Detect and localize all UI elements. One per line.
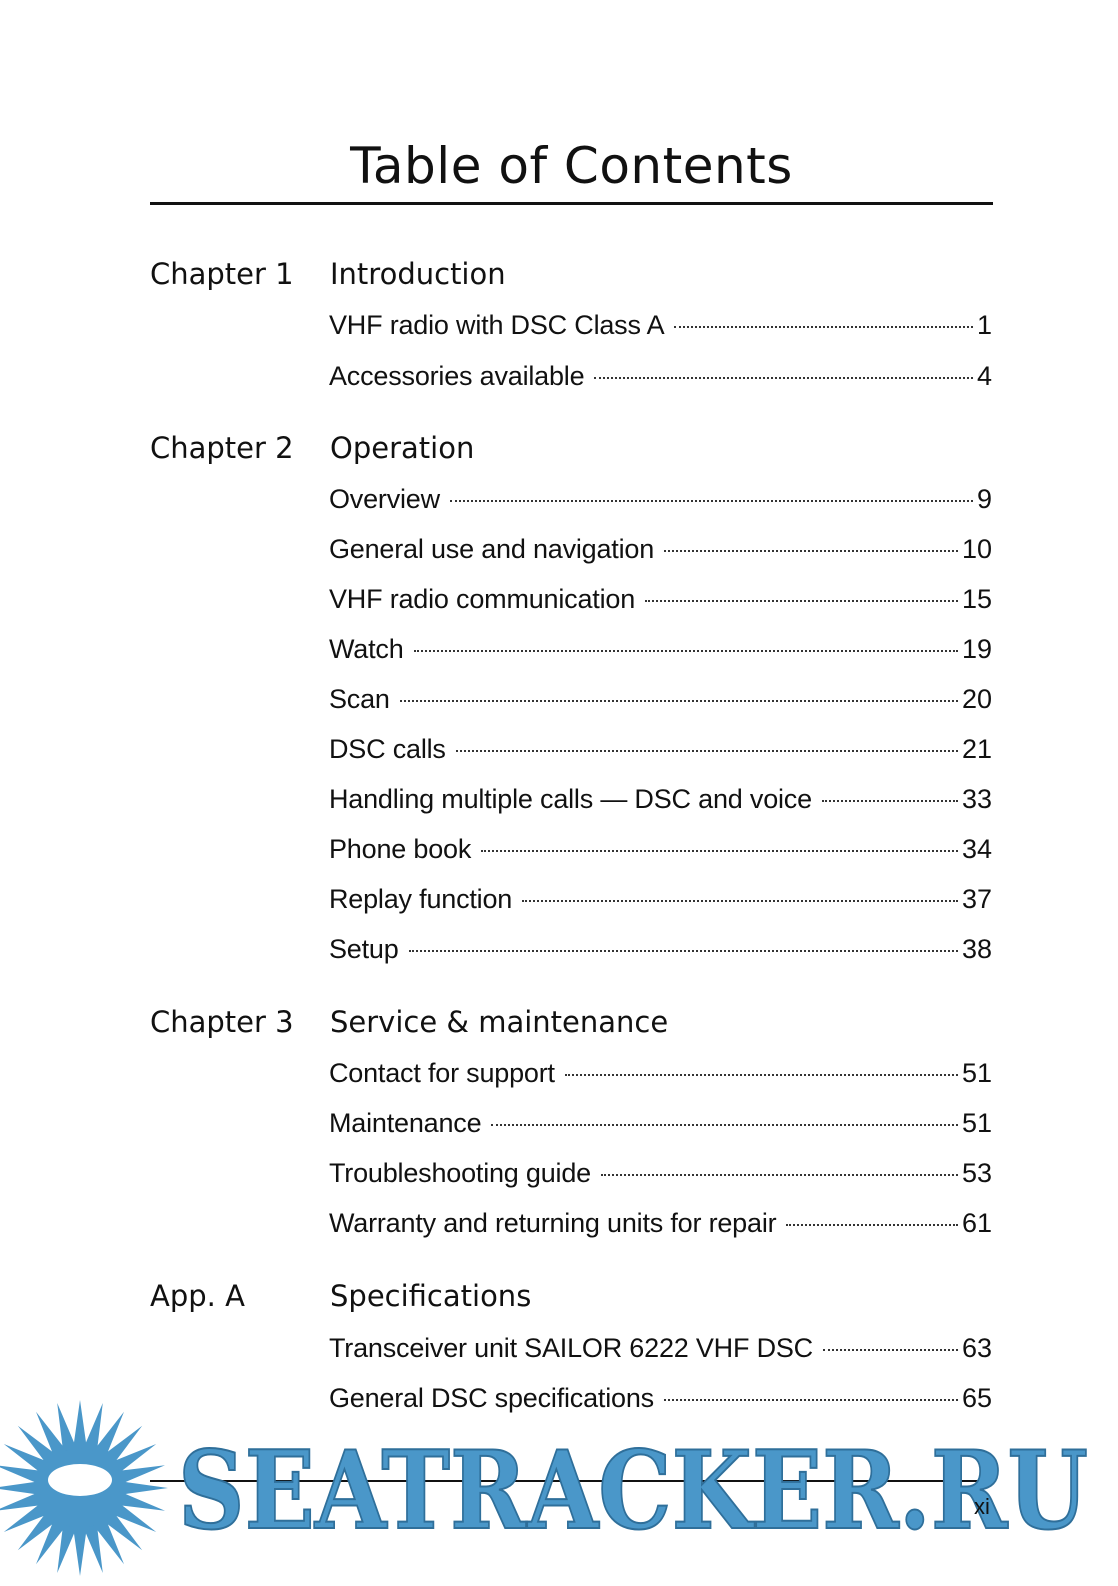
page-title: Table of Contents — [350, 137, 793, 195]
dot-leader — [822, 800, 958, 802]
toc-entry-title: Replay function — [329, 884, 513, 914]
toc-entry[interactable] — [329, 1156, 992, 1190]
toc-entry[interactable] — [329, 832, 992, 866]
dot-leader — [594, 377, 973, 379]
toc-entry[interactable] — [329, 1331, 992, 1365]
toc-entry[interactable] — [329, 782, 992, 816]
toc-entry-page: 1 — [976, 310, 992, 340]
chapter-heading: Operation — [330, 431, 475, 465]
toc-entry-page: 21 — [961, 734, 992, 764]
toc-entry[interactable] — [329, 932, 992, 966]
dot-leader — [601, 1174, 958, 1176]
dot-leader — [786, 1224, 958, 1226]
toc-entry-title: Watch — [329, 634, 404, 664]
toc-entry-title: Contact for support — [329, 1058, 555, 1088]
toc-entry-page: 37 — [961, 884, 992, 914]
toc-entry[interactable] — [329, 1206, 992, 1240]
chapter-heading: Introduction — [330, 257, 506, 291]
dot-leader — [409, 950, 958, 952]
toc-entry-page: 10 — [961, 534, 992, 564]
toc-entry-title: General DSC specifications — [329, 1383, 654, 1413]
toc-entry[interactable] — [329, 632, 992, 666]
page-number: xi — [974, 1494, 990, 1519]
toc-entry[interactable] — [329, 482, 992, 516]
toc-entry-title: Troubleshooting guide — [329, 1158, 591, 1188]
toc-entry[interactable] — [329, 682, 992, 716]
dot-leader — [565, 1074, 958, 1076]
toc-entry[interactable] — [329, 1381, 992, 1415]
chapter-label: Chapter 1 — [150, 257, 294, 291]
toc-entry[interactable] — [329, 882, 992, 916]
toc-entry-title: VHF radio communication — [329, 584, 636, 614]
toc-entry[interactable] — [329, 359, 992, 393]
toc-entry-title: Warranty and returning units for repair — [329, 1208, 777, 1238]
chapter-heading: Specifications — [330, 1279, 532, 1313]
toc-entry-page: 51 — [961, 1058, 992, 1088]
toc-entry-title: Accessories available — [329, 361, 585, 391]
toc-entry-title: Phone book — [329, 834, 472, 864]
dot-leader — [491, 1124, 958, 1126]
toc-entry-page: 34 — [961, 834, 992, 864]
toc-entry[interactable] — [329, 308, 992, 342]
toc-entry-title: Handling multiple calls — DSC and voice — [329, 784, 812, 814]
toc-entry[interactable] — [329, 732, 992, 766]
chapter-heading: Service & maintenance — [330, 1005, 669, 1039]
toc-entry-page: 33 — [961, 784, 992, 814]
dot-leader — [450, 500, 973, 502]
toc-entry-title: Overview — [329, 484, 440, 514]
toc-entry-page: 15 — [961, 584, 992, 614]
title-divider — [150, 202, 993, 205]
dot-leader — [400, 700, 958, 702]
dot-leader — [522, 900, 958, 902]
watermark-text: SEATRACKER.RU — [178, 1428, 1088, 1554]
toc-entry-title: Setup — [329, 934, 399, 964]
toc-entry-page: 61 — [961, 1208, 992, 1238]
toc-entry-page: 19 — [961, 634, 992, 664]
toc-entry-title: Maintenance — [329, 1108, 482, 1138]
toc-entry-title: General use and navigation — [329, 534, 655, 564]
toc-entry-page: 38 — [961, 934, 992, 964]
toc-entry[interactable] — [329, 1106, 992, 1140]
toc-entry-page: 65 — [961, 1383, 992, 1413]
toc-entry-page: 63 — [961, 1333, 992, 1363]
toc-entry-title: VHF radio with DSC Class A — [329, 310, 665, 340]
dot-leader — [481, 850, 958, 852]
toc-entry-page: 20 — [961, 684, 992, 714]
toc-entry-page: 53 — [961, 1158, 992, 1188]
chapter-label: App. A — [150, 1279, 245, 1313]
dot-leader — [645, 600, 958, 602]
toc-entry-title: Scan — [329, 684, 390, 714]
toc-entry[interactable] — [329, 582, 992, 616]
toc-entry[interactable] — [329, 532, 992, 566]
toc-entry-title: Transceiver unit SAILOR 6222 VHF DSC — [329, 1333, 813, 1363]
toc-entry[interactable] — [329, 1056, 992, 1090]
toc-entry-page: 51 — [961, 1108, 992, 1138]
chapter-label: Chapter 3 — [150, 1005, 294, 1039]
watermark — [0, 1400, 1118, 1586]
dot-leader — [414, 650, 958, 652]
dot-leader — [664, 550, 958, 552]
sun-icon — [0, 1400, 168, 1576]
dot-leader — [456, 750, 958, 752]
dot-leader — [664, 1399, 958, 1401]
footer-divider — [150, 1480, 993, 1482]
dot-leader — [823, 1349, 958, 1351]
chapter-label: Chapter 2 — [150, 431, 294, 465]
dot-leader — [674, 326, 973, 328]
toc-entry-title: DSC calls — [329, 734, 446, 764]
toc-entry-page: 4 — [976, 361, 992, 391]
toc-entry-page: 9 — [976, 484, 992, 514]
